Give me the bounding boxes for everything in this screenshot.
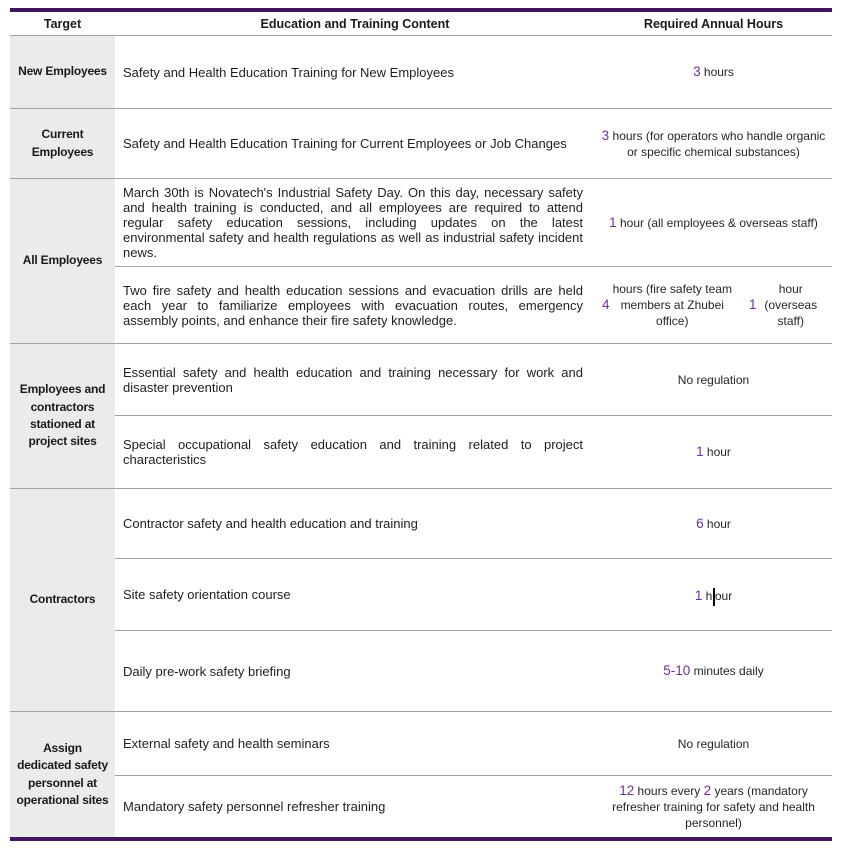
- target-cell-contractors: Contractors: [10, 489, 115, 711]
- table-row: [115, 267, 832, 343]
- content-cell: [115, 344, 595, 415]
- target-cell-dedicated-safety-personnel: Assign dedicated safety personnel at operational sites: [10, 712, 115, 837]
- table-row: [115, 109, 832, 178]
- training-requirements-table: [10, 8, 832, 841]
- table-row: [115, 36, 832, 108]
- content-cell: [115, 416, 595, 488]
- hours-text: 5-10 minutes daily: [663, 663, 764, 678]
- content-cell: [115, 179, 595, 266]
- content-cell: [115, 712, 595, 775]
- table-row: [115, 489, 832, 559]
- group-dedicated-safety-personnel: [10, 712, 832, 837]
- content-text: Mandatory safety personnel refresher training: [123, 799, 386, 814]
- table-row: [115, 416, 832, 488]
- header-target: Target: [43, 16, 82, 31]
- content-text: Safety and Health Education Training for Current Employees or Job Changes: [123, 136, 567, 151]
- table-row: [115, 559, 832, 631]
- hours-cell-split: [595, 267, 832, 343]
- hours-text: 3 hours (for operators who handle organic or specific chemical substances): [601, 127, 826, 159]
- table-row: [115, 179, 832, 267]
- hours-text: 6 hour: [696, 515, 731, 531]
- table-row: [115, 344, 832, 416]
- content-text: Special occupational safety education and training related to project characteristics: [123, 437, 583, 467]
- group-all-employees: [10, 179, 832, 344]
- hours-cell: [595, 489, 832, 558]
- text-caret: [713, 588, 715, 606]
- target-cell-project-site-staff: Employees and contractors stationed at project sites: [10, 344, 115, 488]
- hours-text-with-caret: 1 h our: [695, 585, 732, 604]
- hours-text: 1 hour (all employees & overseas staff): [609, 214, 818, 230]
- table-row: [115, 712, 832, 776]
- table-row: [115, 776, 832, 837]
- hours-text: No regulation: [677, 372, 750, 387]
- content-cell: [115, 36, 595, 108]
- target-cell-new-employees: New Employees: [10, 36, 115, 108]
- hours-cell: [595, 416, 832, 488]
- group-current-employees: [10, 109, 832, 179]
- target-cell-current-employees: Current Employees: [10, 109, 115, 178]
- content-cell: [115, 267, 595, 343]
- content-text: Site safety orientation course: [123, 587, 291, 602]
- hours-text-fire-safety-team: 4 hours (fire safety team members at Zhubei office): [602, 282, 732, 328]
- hours-cell-editing[interactable]: [595, 559, 832, 630]
- group-new-employees: [10, 36, 832, 109]
- table-header: [10, 12, 832, 36]
- content-cell: [115, 776, 595, 837]
- hours-cell: [595, 776, 832, 837]
- hours-cell: [595, 36, 832, 108]
- content-text: External safety and health seminars: [123, 736, 330, 751]
- hours-text: No regulation: [677, 736, 750, 751]
- header-required-hours: Required Annual Hours: [643, 16, 784, 31]
- content-cell: [115, 109, 595, 178]
- content-text: March 30th is Novatech's Industrial Safety Day. On this day, necessary safety and health training is conducted, and all employees are required to attend regular safety education sessions, including updates on the latest environmental safety and health regulations as well as industrial safety incident news.: [123, 185, 583, 260]
- hours-cell: [595, 344, 832, 415]
- content-text: Contractor safety and health education and training: [123, 516, 418, 531]
- header-education-content: Education and Training Content: [260, 16, 450, 31]
- hours-cell: [595, 109, 832, 178]
- content-text: Safety and Health Education Training for New Employees: [123, 64, 454, 80]
- content-text: Daily pre-work safety briefing: [123, 663, 291, 679]
- content-cell: [115, 631, 595, 711]
- content-cell: [115, 559, 595, 630]
- target-cell-all-employees: All Employees: [10, 179, 115, 343]
- content-text: Essential safety and health education and training necessary for work and disaster prevention: [123, 364, 583, 395]
- hours-cell: [595, 631, 832, 711]
- content-cell: [115, 489, 595, 558]
- hours-text-overseas-staff: 1 hour (overseas staff): [749, 282, 818, 328]
- hours-text: 12 hours every 2 years (mandatory refresher training for safety and health personnel): [612, 782, 815, 830]
- group-project-site-staff: [10, 344, 832, 489]
- hours-cell: [595, 712, 832, 775]
- hours-text: 3 hours: [693, 64, 734, 79]
- table-row: [115, 631, 832, 711]
- hours-cell: [595, 179, 832, 266]
- hours-text: 1 hour: [696, 444, 731, 459]
- group-contractors: [10, 489, 832, 712]
- content-text: Two fire safety and health education sessions and evacuation drills are held each year to familiarize employees with evacuation routes, emergency assembly points, and enhance their fire safety knowledge.: [123, 282, 583, 328]
